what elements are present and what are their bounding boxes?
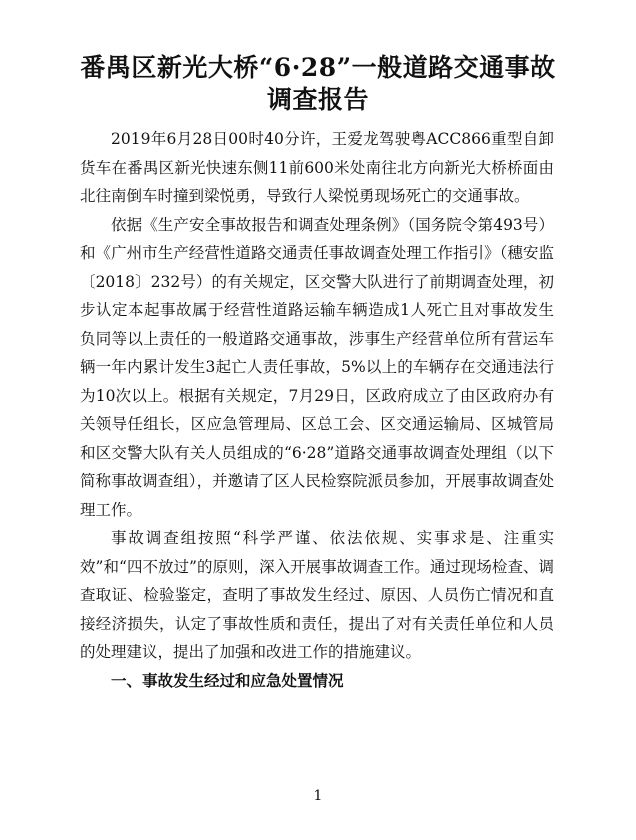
report-body xyxy=(80,125,554,695)
section-heading: 一、事故发生经过和应急处置情况 xyxy=(111,670,344,690)
report-title-line-2: 调查报告 xyxy=(266,85,369,114)
paragraph-legal-basis: 依据《生产安全事故报告和调查处理条例》（国务院令第493号）和《广州市生产经营性道路交通责任事故调查处理工作指引》（穗安监〔2018〕232号）的有关规定，区交警大队进行了前期调查处理，初步认定本起事故属于经营性道路运输车辆造成1人死亡且对事故发生负同等以上责任的一般道路交通事故，涉事生产经营单位所有营运车辆一年内累计发生3起亡人责任事故，5%以上的车辆存在交通违法行为10次以上。根据有关规定，7月29日，区政府成立了由区政府办有关领导任组长，区应急管理局、区总工会、区交通运输局、区城管局和区交警大队有关人员组成的“6·28”道路交通事故调查处理组（以下简称事故调查组），并邀请了区人民检察院派员参加，开展事故调查处理工作。 xyxy=(80,215,554,519)
report-title-line-1: 番禺区新光大桥“6·28”一般道路交通事故 xyxy=(80,53,556,82)
page-number: 1 xyxy=(313,788,323,804)
paragraph-investigation-process: 事故调查组按照“科学严谨、依法依规、实事求是、注重实效”和“四不放过”的原则，深入开展事故调查工作。通过现场检查、调查取证、检验鉴定，查明了事故发生经过、原因、人员伤亡情况和直接经济损失，认定了事故性质和责任，提出了对有关责任单位和人员的处理建议，提出了加强和改进工作的措施建议。 xyxy=(80,529,554,661)
paragraph-incident-summary: 2019年6月28日00时40分许，王爱龙驾驶粤ACC866重型自卸货车在番禺区新光快速东侧11前600米处南往北方向新光大桥桥面由北往南倒车时撞到梁悦勇，导致行人梁悦勇现场死亡的交通事故。 xyxy=(80,130,554,205)
